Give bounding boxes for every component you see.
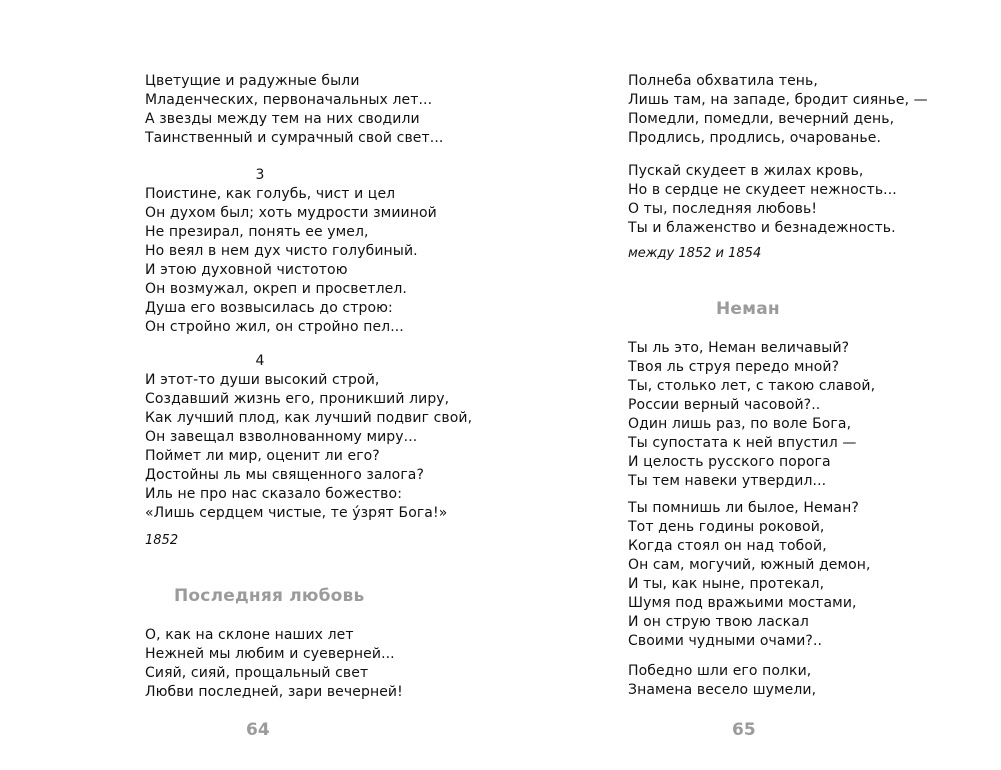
verse-line: Но веял в нем дух чисто голубиный. <box>145 243 418 259</box>
verse-line: Цветущие и радужные были <box>145 73 360 89</box>
verse-line: Твоя ль струя передо мной? <box>628 359 840 375</box>
verse-line: Ты, столько лет, с такою славой, <box>628 378 876 394</box>
verse-line: Ты ль это, Неман величавый? <box>628 340 850 356</box>
verse-line: Полнеба обхватила тень, <box>628 73 818 89</box>
verse-line: Нежней мы любим и суеверней... <box>145 646 395 662</box>
neman-stanza-1 <box>628 339 875 491</box>
stanza-last-love <box>145 626 403 702</box>
neman-stanza-3 <box>628 662 816 700</box>
verse-line: Он духом был; хоть мудрости змииной <box>145 205 437 221</box>
verse-line: Пускай скудеет в жилах кровь, <box>628 163 864 179</box>
neman-stanza-2 <box>628 499 871 651</box>
verse-line: Тот день годины роковой, <box>628 519 825 535</box>
verse-line: А звезды между тем на них сводили <box>145 111 420 127</box>
verse-line: Создавший жизнь его, проникший лиру, <box>145 391 450 407</box>
verse-line: «Лишь сердцем чистые, те у́зрят Бога!» <box>145 505 448 521</box>
verse-line: Помедли, помедли, вечерний день, <box>628 111 895 127</box>
verse-line: Знамена весело шумели, <box>628 682 817 698</box>
verse-line: Он сам, могучий, южный демон, <box>628 557 871 573</box>
verse-line: Лишь там, на западе, бродит сиянье, — <box>628 92 928 108</box>
page-number: 64 <box>246 720 270 740</box>
verse-line: И он струю твою ласкал <box>628 614 809 630</box>
poem-title: Неман <box>716 299 780 319</box>
section-number: 4 <box>255 353 265 369</box>
verse-line: Как лучший плод, как лучший подвиг свой, <box>145 410 473 426</box>
verse-line: Поистине, как голубь, чист и цел <box>145 186 396 202</box>
section-4 <box>145 352 473 523</box>
verse-line: Ты помнишь ли былое, Неман? <box>628 500 859 516</box>
verse-line: Один лишь раз, по воле Бога, <box>628 416 852 432</box>
verse-line: Достойны ль мы священного залога? <box>145 467 425 483</box>
page-number: 65 <box>732 720 756 740</box>
section-number: 3 <box>255 167 265 183</box>
poem-date: между 1852 и 1854 <box>628 246 762 261</box>
verse-line: Душа его возвысилась до строю: <box>145 300 393 316</box>
verse-line: Ты супостата к ней впустил — <box>628 435 857 451</box>
verse-line: Младенческих, первоначальных лет... <box>145 92 433 108</box>
verse-line: Он стройно жил, он стройно пел... <box>145 319 404 335</box>
verse-line: Шумя под вражьими мостами, <box>628 595 857 611</box>
verse-line: Он завещал взволнованному миру... <box>145 429 418 445</box>
verse-line: Ты тем навеки утвердил... <box>628 473 827 489</box>
verse-line: Победно шли его полки, <box>628 663 812 679</box>
verse-line: Но в сердце не скудеет нежность... <box>628 182 897 198</box>
poem-date: 1852 <box>145 533 179 548</box>
verse-line: И этот-то души высокий строй, <box>145 372 380 388</box>
section-3 <box>145 166 437 337</box>
stanza-intro <box>145 72 443 148</box>
verse-line: Любви последней, зари вечерней! <box>145 684 403 700</box>
verse-line: Иль не про нас сказало божество: <box>145 486 403 502</box>
poem-title: Последняя любовь <box>174 586 365 606</box>
verse-line: Не презирал, понять ее умел, <box>145 224 369 240</box>
verse-line: Таинственный и сумрачный свой свет... <box>145 130 444 146</box>
verse-line: Сияй, сияй, прощальный свет <box>145 665 369 681</box>
verse-line: О ты, последняя любовь! <box>628 201 818 217</box>
verse-line: Он возмужал, окреп и просветлел. <box>145 281 407 297</box>
verse-line: Поймет ли мир, оценит ли его? <box>145 448 380 464</box>
stanza-2 <box>628 162 897 238</box>
verse-line: И ты, как ныне, протекал, <box>628 576 825 592</box>
verse-line: России верный часовой?.. <box>628 397 821 413</box>
verse-line: Когда стоял он над тобой, <box>628 538 827 554</box>
verse-line: О, как на склоне наших лет <box>145 627 354 643</box>
left-page <box>0 0 500 770</box>
verse-line: Ты и блаженство и безнадежность. <box>628 220 896 236</box>
verse-line: Своими чудными очами?.. <box>628 633 823 649</box>
right-page <box>500 0 1001 770</box>
stanza-1 <box>628 72 928 148</box>
verse-line: Продлись, продлись, очарованье. <box>628 130 882 146</box>
verse-line: И этою духовной чистотою <box>145 262 348 278</box>
verse-line: И целость русского порога <box>628 454 831 470</box>
